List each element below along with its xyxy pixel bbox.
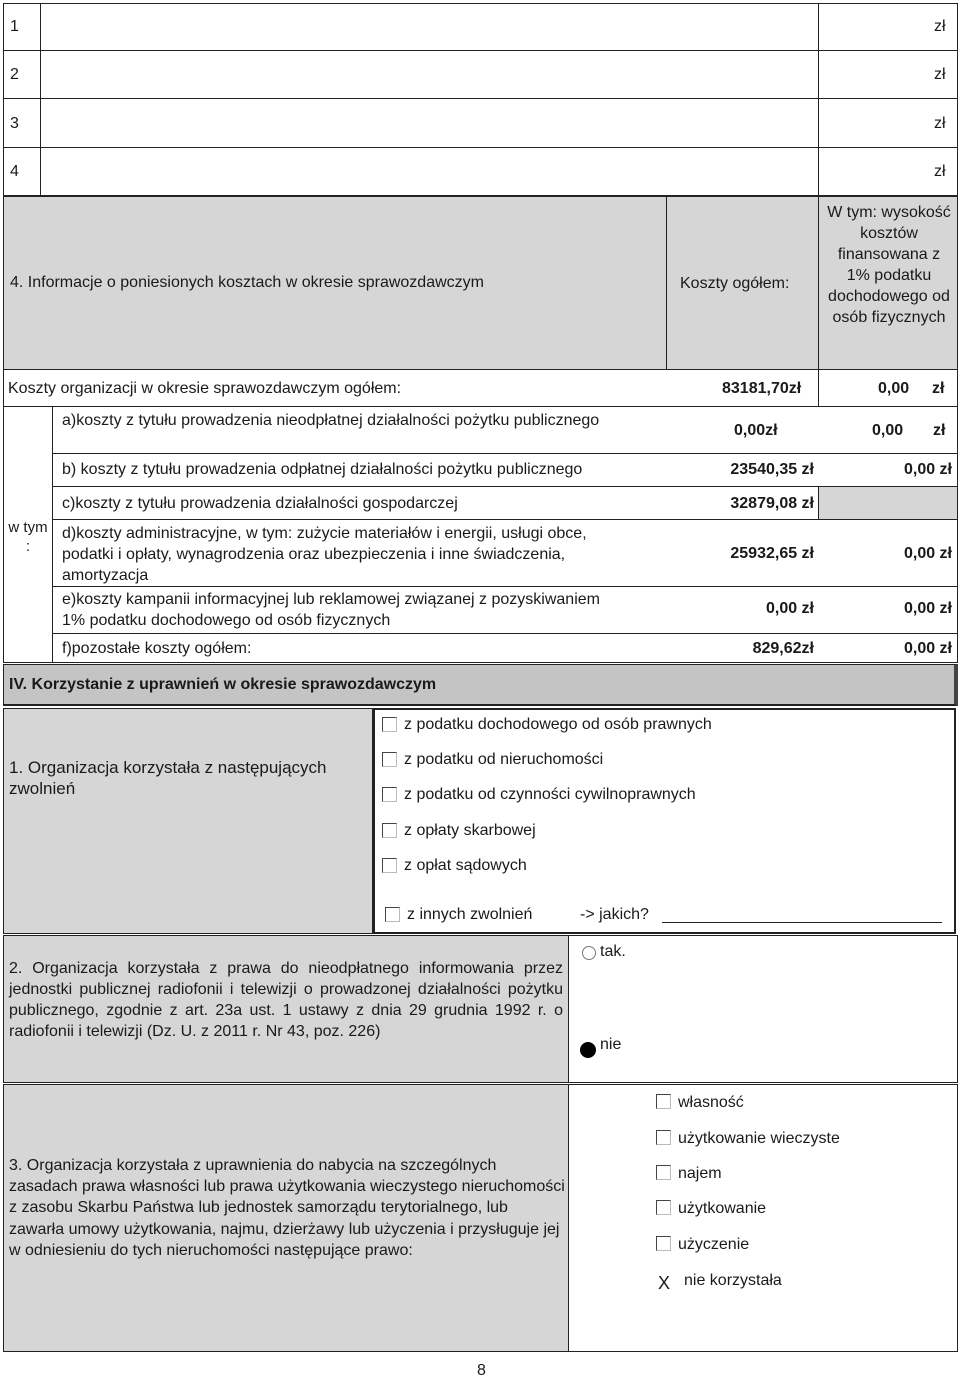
radio-no[interactable] [580,1042,596,1058]
option-label: użytkowanie wieczyste [678,1130,840,1147]
costs-total-label: Koszty organizacji w okresie sprawozdawczym ogółem: [8,380,402,397]
q1-label: 1. Organizacja korzystała z następujących zwolnień [9,758,327,798]
q3-label: 3. Organizacja korzystała z uprawnienia do nabycia na szczególnych zasadach prawa własności lub prawa użytkowania wieczystego nieruchomości z zasobu Skarbu Państwa lub jednostek samorządu terytorialnego, lub zawarła umowy użytkowania, najmu, dzierżawy lub użyczenia i przysługuje jej w odniesieniu do tych nieruchomości następujące prawo: [9,1157,565,1259]
cost-item-a-pct-unit: zł [933,422,946,439]
cost-item-e-value: 0,00 zł [765,600,814,617]
q2-label: 2. Organizacja korzystała z prawa do nieodpłatnego informowania przez jednostki publicznej radiofonii i telewizji o prowadzonej działalności pożytku publicznego, zgodnie z art. 23a ust. 1 ustawy z dnia 29 grudnia 1992 r. o radiofonii i telewizji (Dz. U. z 2011 r. Nr 43, poz. 226) [9,960,563,1040]
checkbox-stamp-duty[interactable] [382,823,397,838]
cost-item-b-pct: 0,00 zł [903,461,952,478]
costs-section-title: 4. Informacje o poniesionych kosztach w okresie sprawozdawczym [10,274,484,291]
currency-unit: zł [934,66,946,83]
option-label: z podatku dochodowego od osób prawnych [404,716,712,733]
option-label: z opłaty skarbowej [404,822,536,839]
costs-total-value: 83181,70zł [722,380,802,397]
other-exemptions-input-line[interactable] [662,922,942,923]
option-label: z opłat sądowych [404,857,527,874]
cost-item-d-label: d)koszty administracyjne, w tym: zużycie materiałów i energii, usługi obce, podatki i opłaty, wynagrodzenia oraz ubezpieczenia i inne świadczenia, amortyzacja [62,525,587,584]
total-costs-column-header: Koszty ogółem: [680,275,790,292]
row-number: 3 [10,115,19,132]
cost-item-f-pct: 0,00 zł [903,640,952,657]
cost-item-b-label: b) koszty z tytułu prowadzenia odpłatnej działalności pożytku publicznego [62,461,583,478]
cost-item-d-pct: 0,00 zł [903,545,952,562]
disabled-cell [819,487,957,519]
option-label: nie korzystała [684,1272,782,1289]
cost-item-c-label: c)koszty z tytułu prowadzenia działalności gospodarczej [62,495,458,512]
cost-item-a-label: a)koszty z tytułu prowadzenia nieodpłatnej działalności pożytku publicznego [62,412,600,429]
checkbox-civil-law-tax[interactable] [382,787,397,802]
currency-unit: zł [934,115,946,132]
section-iv-title: IV. Korzystanie z uprawnień w okresie sprawozdawczym [9,676,437,693]
row-number: 4 [10,163,19,180]
radio-no-label: nie [600,1036,622,1053]
radio-yes[interactable] [582,946,596,960]
checkbox-property-tax[interactable] [382,752,397,767]
checkbox-other-exemptions[interactable] [385,907,400,922]
x-mark: X [658,1273,671,1293]
currency-unit: zł [934,18,946,35]
checkbox-lending[interactable] [656,1236,671,1251]
option-label: najem [678,1165,722,1182]
cost-item-a-pct: 0,00 [872,422,904,439]
cost-item-b-value: 23540,35 zł [730,461,814,478]
q2-options-cell [568,935,958,1083]
cost-item-e-pct: 0,00 zł [903,600,952,617]
option-label: z innych zwolnień [407,906,533,923]
cost-item-f-label: f)pozostałe koszty ogółem: [62,640,252,657]
q1-label-cell [3,708,373,934]
checkbox-ownership[interactable] [656,1094,671,1109]
q3-options-cell [568,1084,958,1352]
cost-item-e-label: e)koszty kampanii informacyjnej lub reklamowej związanej z pozyskiwaniem 1% podatku dochodowego od osób fizycznych [62,591,600,629]
costs-total-pct: 0,00 [878,380,910,397]
checkbox-court-fees[interactable] [382,858,397,873]
option-label: z podatku od czynności cywilnoprawnych [404,786,696,803]
cost-item-a-value: 0,00zł [734,422,778,439]
cost-item-c-value: 32879,08 zł [730,495,814,512]
radio-yes-label: tak. [600,943,626,960]
option-label: użytkowanie [678,1200,767,1217]
w-tym-label: w tym : [8,519,48,555]
checkbox-lease[interactable] [656,1165,671,1180]
pct-costs-column-header: W tym: wysokość kosztów finansowana z 1% podatku dochodowego od osób fizycznych [827,204,951,326]
cost-item-d-value: 25932,65 zł [730,545,814,562]
checkbox-perpetual-usufruct[interactable] [656,1130,671,1145]
option-label: użyczenie [678,1236,750,1253]
costs-total-pct-unit: zł [932,380,945,397]
page-number: 8 [477,1362,486,1379]
option-label: własność [678,1094,744,1111]
checkbox-usufruct[interactable] [656,1200,671,1215]
other-exemptions-prompt: -> jakich? [580,906,649,923]
checkbox-income-tax[interactable] [382,717,397,732]
cost-item-f-value: 829,62zł [752,640,814,657]
currency-unit: zł [934,163,946,180]
row-number: 2 [10,66,19,83]
option-label: z podatku od nieruchomości [404,751,604,768]
row-number: 1 [10,18,19,35]
q1-options-panel [373,708,956,934]
